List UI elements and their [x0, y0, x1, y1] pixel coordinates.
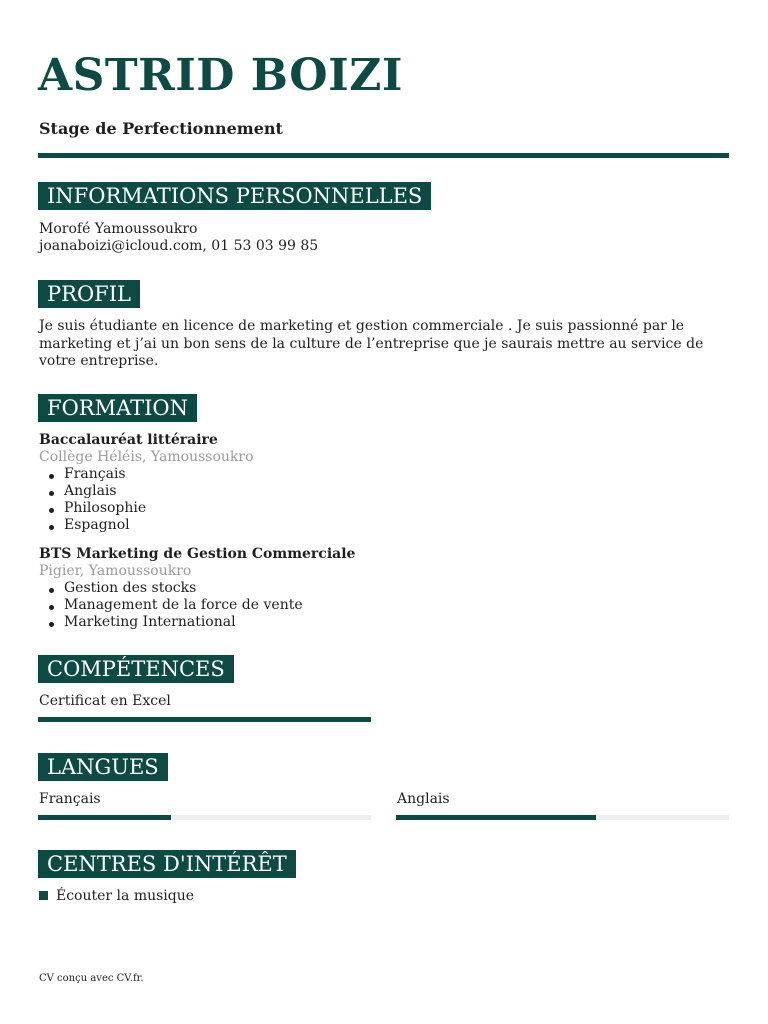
section-heading-profile: PROFIL: [38, 280, 140, 308]
bullet-icon: [49, 508, 54, 513]
list-item-label: Management de la force de vente: [64, 597, 303, 613]
education-subjects-1: [39, 466, 146, 534]
address-text: Morofé Yamoussoukro: [39, 221, 198, 237]
bullet-icon: [49, 525, 54, 530]
list-item: [39, 466, 146, 483]
interest-item: [39, 888, 194, 905]
education-subjects-2: [39, 580, 303, 631]
list-item: [39, 500, 146, 517]
list-item: [39, 517, 146, 534]
interest-item-label: Écouter la musique: [56, 888, 195, 904]
header-divider: [38, 153, 729, 158]
education-title-1: Baccalauréat littéraire: [39, 432, 218, 448]
language-level-bar-english: [396, 815, 729, 820]
bullet-icon: [49, 588, 54, 593]
section-heading-skills: COMPÉTENCES: [38, 655, 234, 683]
list-item-label: Philosophie: [64, 500, 147, 516]
profile-text: Je suis étudiante en licence de marketing et gestion commerciale . Je suis passionné par le marketing et j’ai un bon sens de la culture de l’entreprise que je saurais mettre au service de votre entreprise.: [39, 318, 704, 369]
list-item-label: Espagnol: [64, 517, 130, 533]
language-level-fill-english: [396, 815, 596, 820]
bullet-icon: [49, 622, 54, 627]
list-item: [39, 483, 146, 500]
section-heading-personal-info: INFORMATIONS PERSONNELLES: [38, 182, 431, 210]
contact-text: joanaboizi@icloud.com, 01 53 03 99 85: [39, 238, 319, 254]
education-school-2: Pigier, Yamoussoukro: [39, 563, 192, 579]
skill-label: Certificat en Excel: [39, 693, 171, 709]
education-school-1: Collège Héléis, Yamoussoukro: [39, 449, 254, 465]
language-level-fill-french: [38, 815, 171, 820]
list-item-label: Anglais: [64, 483, 117, 499]
section-heading-interests: CENTRES D'INTÉRÊT: [38, 850, 296, 878]
language-label-french: Français: [39, 791, 101, 807]
skill-level-bar: [38, 717, 371, 722]
skill-level-fill: [38, 717, 371, 722]
list-item: [39, 580, 303, 597]
list-item-label: Marketing International: [64, 614, 236, 630]
candidate-name: ASTRID BOIZI: [38, 50, 403, 101]
list-item-label: Gestion des stocks: [64, 580, 197, 596]
bullet-icon: [49, 491, 54, 496]
job-title: Stage de Perfectionnement: [39, 119, 283, 138]
square-bullet-icon: [39, 891, 48, 900]
section-heading-languages: LANGUES: [38, 753, 168, 781]
language-label-english: Anglais: [397, 791, 450, 807]
list-item: [39, 597, 303, 614]
education-title-2: BTS Marketing de Gestion Commerciale: [39, 546, 356, 562]
section-heading-education: FORMATION: [38, 394, 197, 422]
language-level-bar-french: [38, 815, 371, 820]
bullet-icon: [49, 605, 54, 610]
footer-credit: CV conçu avec CV.fr.: [39, 973, 144, 984]
list-item-label: Français: [64, 466, 126, 482]
bullet-icon: [49, 474, 54, 479]
list-item: [39, 614, 303, 631]
